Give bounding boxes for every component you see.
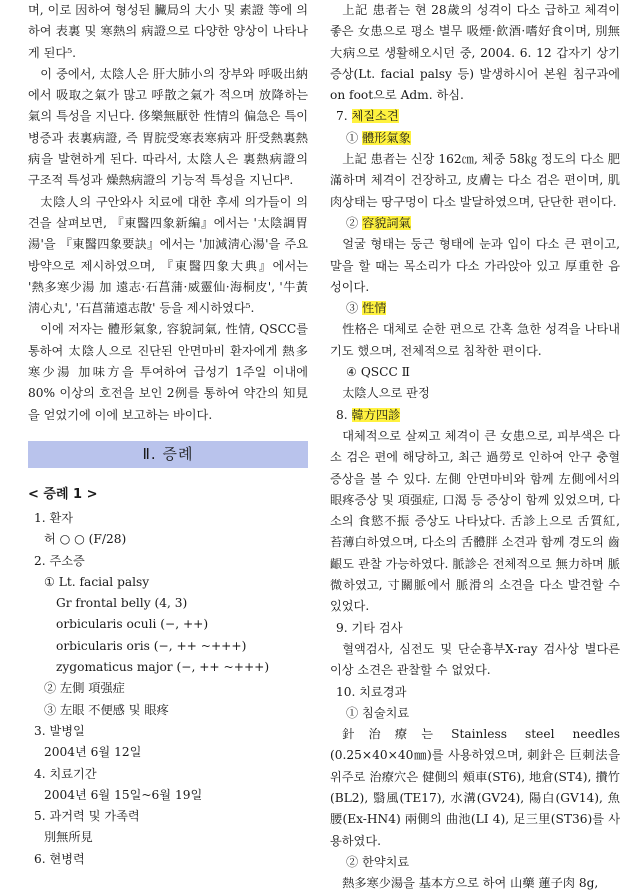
case-item: Gr frontal belly (4, 3): [56, 596, 188, 611]
right-column: [330, 0, 620, 894]
item-heading: [330, 106, 620, 127]
highlighted-label: 韓方四診: [351, 407, 401, 422]
item-number: 7.: [336, 109, 352, 124]
left-column: [28, 0, 308, 870]
intro-paragraph: 太陰人의 구안와사 치료에 대한 후세 의가들이 의견을 살펴보면, 『東醫四象新編』에서는 '太陰調胃湯'을 『東醫四象要訣』에서는 '加減淸心湯'을 주요 방약으로 제시하였으며, 『東醫四象大典』에서는 '熱多寒少湯 加 遠志·石菖蒲·威靈仙·海桐皮', '牛黃淸心丸', '石菖蒲遠志散' 등을 제시하였다⁵.: [28, 194, 308, 316]
item-number: 8.: [336, 407, 352, 422]
sub-heading: [330, 298, 620, 319]
case-item: 別無所見: [44, 830, 93, 845]
case-item: 2004년 6월 12일: [44, 745, 142, 760]
body-paragraph: 얼굴 형태는 둥근 형태에 눈과 입이 다소 큰 편이고, 말을 할 때는 목소리가 다소 가라앉아 있고 厚重한 음성이다.: [330, 237, 620, 294]
case-item: ① Lt. facial palsy: [44, 574, 150, 589]
item-heading: [330, 405, 620, 426]
sub-heading: [330, 128, 620, 149]
section-heading: Ⅱ. 증례: [28, 441, 308, 468]
case-item: 4. 치료기간: [34, 766, 97, 781]
case-item: 허 ○ ○ (F/28): [44, 532, 127, 547]
highlighted-label: 체질소견: [351, 109, 399, 124]
body-paragraph: 太陰人으로 판정: [342, 386, 430, 401]
intro-paragraph: 이에 저자는 體形氣象, 容貌詞氣, 性情, QSCC를 통하여 太陰人으로 진단된 안면마비 환자에게 熱多寒少湯 加味方을 투여하여 급성기 1주일 이내에 80% 이상의 호전을 보인 2例를 통하여 약간의 知見을 얻었기에 이에 보고하는 바이다.: [28, 322, 308, 422]
case-item: ② 左側 項强症: [44, 681, 125, 696]
case-item: 1. 환자: [34, 510, 74, 525]
sub-heading: ② 한약치료: [346, 854, 410, 869]
item-heading: 9. 기타 검사: [336, 620, 403, 635]
sub-number: ①: [346, 130, 363, 145]
case-item: ③ 左眼 不便感 및 眼疼: [44, 702, 169, 717]
case-title: < 증례 1 >: [28, 486, 98, 502]
sub-heading: [330, 362, 620, 383]
case-item: 5. 과거력 및 가족력: [34, 809, 140, 824]
highlighted-label: 性情: [362, 301, 387, 316]
case-item: orbicularis oris (−, ++ ~+++): [56, 638, 247, 653]
case-item: 6. 현병력: [34, 851, 85, 866]
body-paragraph: 針治療는 Stainless steel needles (0.25×40×40㎜)를 사용하였으며, 刺針은 巨刺法을 위주로 治療穴은 健側의 頰車(ST6), 地倉(ST4), 攢竹(BL2), 翳風(TE17), 水溝(GV24), 陽白(GV14), 魚腰(Ex-HN4) 兩側의 曲池(LI 4), 足三里(ST36)를 사용하였다.: [330, 727, 620, 848]
body-paragraph: 性格은 대체로 순한 편으로 간혹 急한 성격을 나타내기도 했으며, 전체적으로 침착한 편이다.: [330, 322, 620, 358]
history-paragraph: 上記 患者는 현 28歲의 성격이 다소 급하고 체격이 좋은 女患으로 평소 별무 吸煙·飮酒·嗜好食이며, 別無大病으로 생활해오시던 중, 2004. 6. 12 갑자기 상기 증상(Lt. facial palsy 등) 발생하시어 본원 침구과에 on foot으로 Adm. 하심.: [330, 3, 620, 103]
case-item: zygomaticus major (−, ++ ~+++): [56, 660, 270, 675]
case-item: 2. 주소증: [34, 553, 85, 568]
highlighted-label: 容貌詞氣: [362, 215, 411, 230]
sub-heading: [330, 213, 620, 234]
case-item: 3. 발병일: [34, 723, 85, 738]
sub-number: ②: [346, 215, 363, 230]
body-paragraph: 대체적으로 살찌고 체격이 큰 女患으로, 피부색은 다소 검은 편에 해당하고, 최근 過勞로 인하여 안구 충혈 증상을 볼 수 있다. 左側 안면마비와 함께 左側에서의 眼疼증상 및 項强症, 口渴 등 증상이 함께 있었으며, 다소의 食慾不振 증상도 나타났다. 舌診上으로 舌質紅, 苔薄白하였으며, 다소의 舌體胖 소견과 함께 경도의 齒齦도 관찰 가능하였다. 脈診은 전체적으로 無力하며 脈微하였고, 寸關脈에서 脈滑의 소견을 다소 발견할 수 있었다.: [330, 428, 620, 614]
case-item: orbicularis oculi (−, ++): [56, 617, 209, 632]
item-heading: 10. 치료경과: [336, 684, 407, 699]
sub-heading: ① 침술치료: [346, 705, 410, 720]
body-paragraph: 上記 患者는 신장 162㎝, 체중 58㎏ 정도의 다소 肥滿하며 체격이 건장하고, 皮膚는 다소 검은 편이며, 肌肉상태는 땅구멍이 다소 발달하였으며, 단단한 편이다.: [330, 152, 620, 209]
intro-paragraph: 이 중에서, 太陰人은 肝大肺小의 장부와 呼吸出納에서 吸取之氣가 많고 呼散之氣가 적으며 放降하는 氣의 특성을 지닌다. 侈樂無厭한 性情의 偏急은 특이병증과 表裏病證, 즉 胃脘受寒表寒病과 肝受熱裏熱病을 발현하게 된다. 따라서, 太陰人은 裏熱病證의 구조적 특성과 燥熱病證의 기능적 특성을 지닌다⁸.: [28, 66, 308, 188]
body-paragraph: 熱多寒少湯을 基本方으로 하여 山藥 蓮子肉 8g,: [342, 876, 599, 891]
case-item-list: [28, 508, 308, 870]
highlighted-label: 體形氣象: [362, 130, 411, 145]
sub-label: QSCC Ⅱ: [360, 365, 410, 380]
intro-paragraph: 며, 이로 因하여 형성된 臟局의 大小 및 素證 等에 의하여 表裏 및 寒熱의 病證으로 다양한 양상이 나타나게 된다⁵.: [28, 3, 308, 60]
sub-number: ④: [346, 365, 361, 380]
sub-number: ③: [346, 301, 363, 316]
case-item: 2004년 6월 15일~6월 19일: [44, 787, 203, 802]
body-paragraph: 혈액검사, 심전도 및 단순흉부X-ray 검사상 별다른 이상 소견은 관찰할 수 없었다.: [330, 641, 620, 678]
